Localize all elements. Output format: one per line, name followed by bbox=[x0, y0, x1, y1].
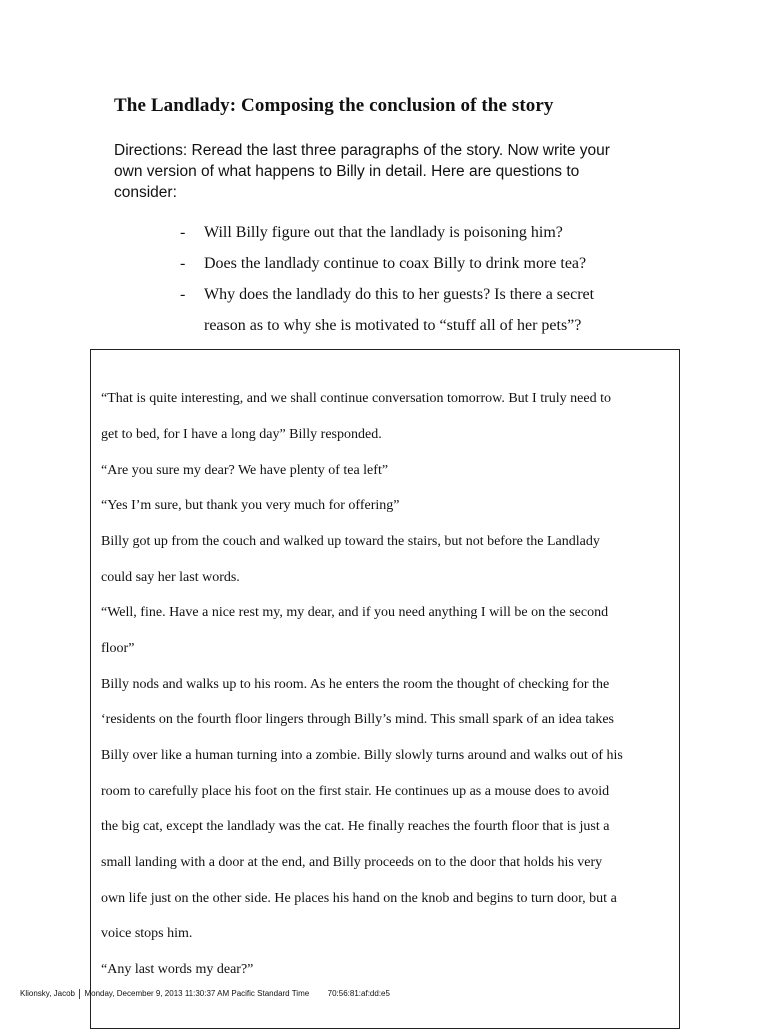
directions-line: consider: bbox=[114, 184, 177, 201]
question-list bbox=[180, 221, 680, 342]
essay-line: ‘residents on the fourth floor lingers through Billy’s mind. This small spark of an idea takes bbox=[101, 712, 614, 727]
directions-line: own version of what happens to Billy in detail. Here are questions to bbox=[114, 163, 580, 180]
list-dash: - bbox=[180, 255, 186, 272]
footer-divider bbox=[79, 989, 80, 999]
list-dash: - bbox=[180, 224, 186, 241]
question-text: Why does the landlady do this to her guests? Is there a secret bbox=[204, 286, 595, 303]
submission-footer bbox=[20, 989, 390, 999]
question-item bbox=[180, 221, 680, 252]
question-item bbox=[180, 283, 680, 314]
question-item bbox=[180, 252, 680, 283]
footer-author: Klionsky, Jacob bbox=[20, 989, 75, 999]
essay-line: Billy nods and walks up to his room. As he enters the room the thought of checking for the bbox=[101, 677, 610, 692]
essay-line: “Are you sure my dear? We have plenty of tea left” bbox=[101, 463, 389, 478]
question-text: Will Billy figure out that the landlady is poisoning him? bbox=[204, 224, 563, 241]
list-dash: - bbox=[180, 286, 186, 303]
question-text: reason as to why she is motivated to “stuff all of her pets”? bbox=[204, 317, 582, 334]
footer-timestamp: Monday, December 9, 2013 11:30:37 AM Pacific Standard Time bbox=[84, 989, 310, 999]
essay-line: “Well, fine. Have a nice rest my, my dear, and if you need anything I will be on the second bbox=[101, 605, 609, 620]
essay-line: could say her last words. bbox=[101, 570, 240, 585]
directions-line: Directions: Reread the last three paragraphs of the story. Now write your bbox=[114, 142, 610, 159]
essay-line: Billy got up from the couch and walked up toward the stairs, but not before the Landlady bbox=[101, 534, 600, 549]
question-text: Does the landlady continue to coax Billy to drink more tea? bbox=[204, 255, 587, 272]
essay-line: room to carefully place his foot on the first stair. He continues up as a mouse does to avoid bbox=[101, 784, 610, 799]
footer-id: 70:56:81:af:dd:e5 bbox=[327, 989, 390, 999]
essay-line: get to bed, for I have a long day” Billy responded. bbox=[101, 427, 382, 442]
essay-line: Billy over like a human turning into a zombie. Billy slowly turns around and walks out of his bbox=[101, 748, 623, 763]
question-item-continuation bbox=[180, 314, 680, 342]
directions-text bbox=[114, 140, 674, 203]
essay-line: “Any last words my dear?” bbox=[101, 962, 254, 977]
essay-line: “That is quite interesting, and we shall continue conversation tomorrow. But I truly need to bbox=[101, 391, 611, 406]
essay-line: floor” bbox=[101, 641, 135, 656]
essay-line: own life just on the other side. He places his hand on the knob and begins to turn door, but a bbox=[101, 891, 617, 906]
essay-line: small landing with a door at the end, and Billy proceeds on to the door that holds his very bbox=[101, 855, 603, 870]
essay-line: the big cat, except the landlady was the cat. He finally reaches the fourth floor that is just a bbox=[101, 819, 610, 834]
essay-line: “Yes I’m sure, but thank you very much for offering” bbox=[101, 498, 400, 513]
essay-line: voice stops him. bbox=[101, 926, 193, 941]
essay-response-box bbox=[90, 349, 680, 1029]
document-title: The Landlady: Composing the conclusion of the story bbox=[114, 95, 554, 116]
